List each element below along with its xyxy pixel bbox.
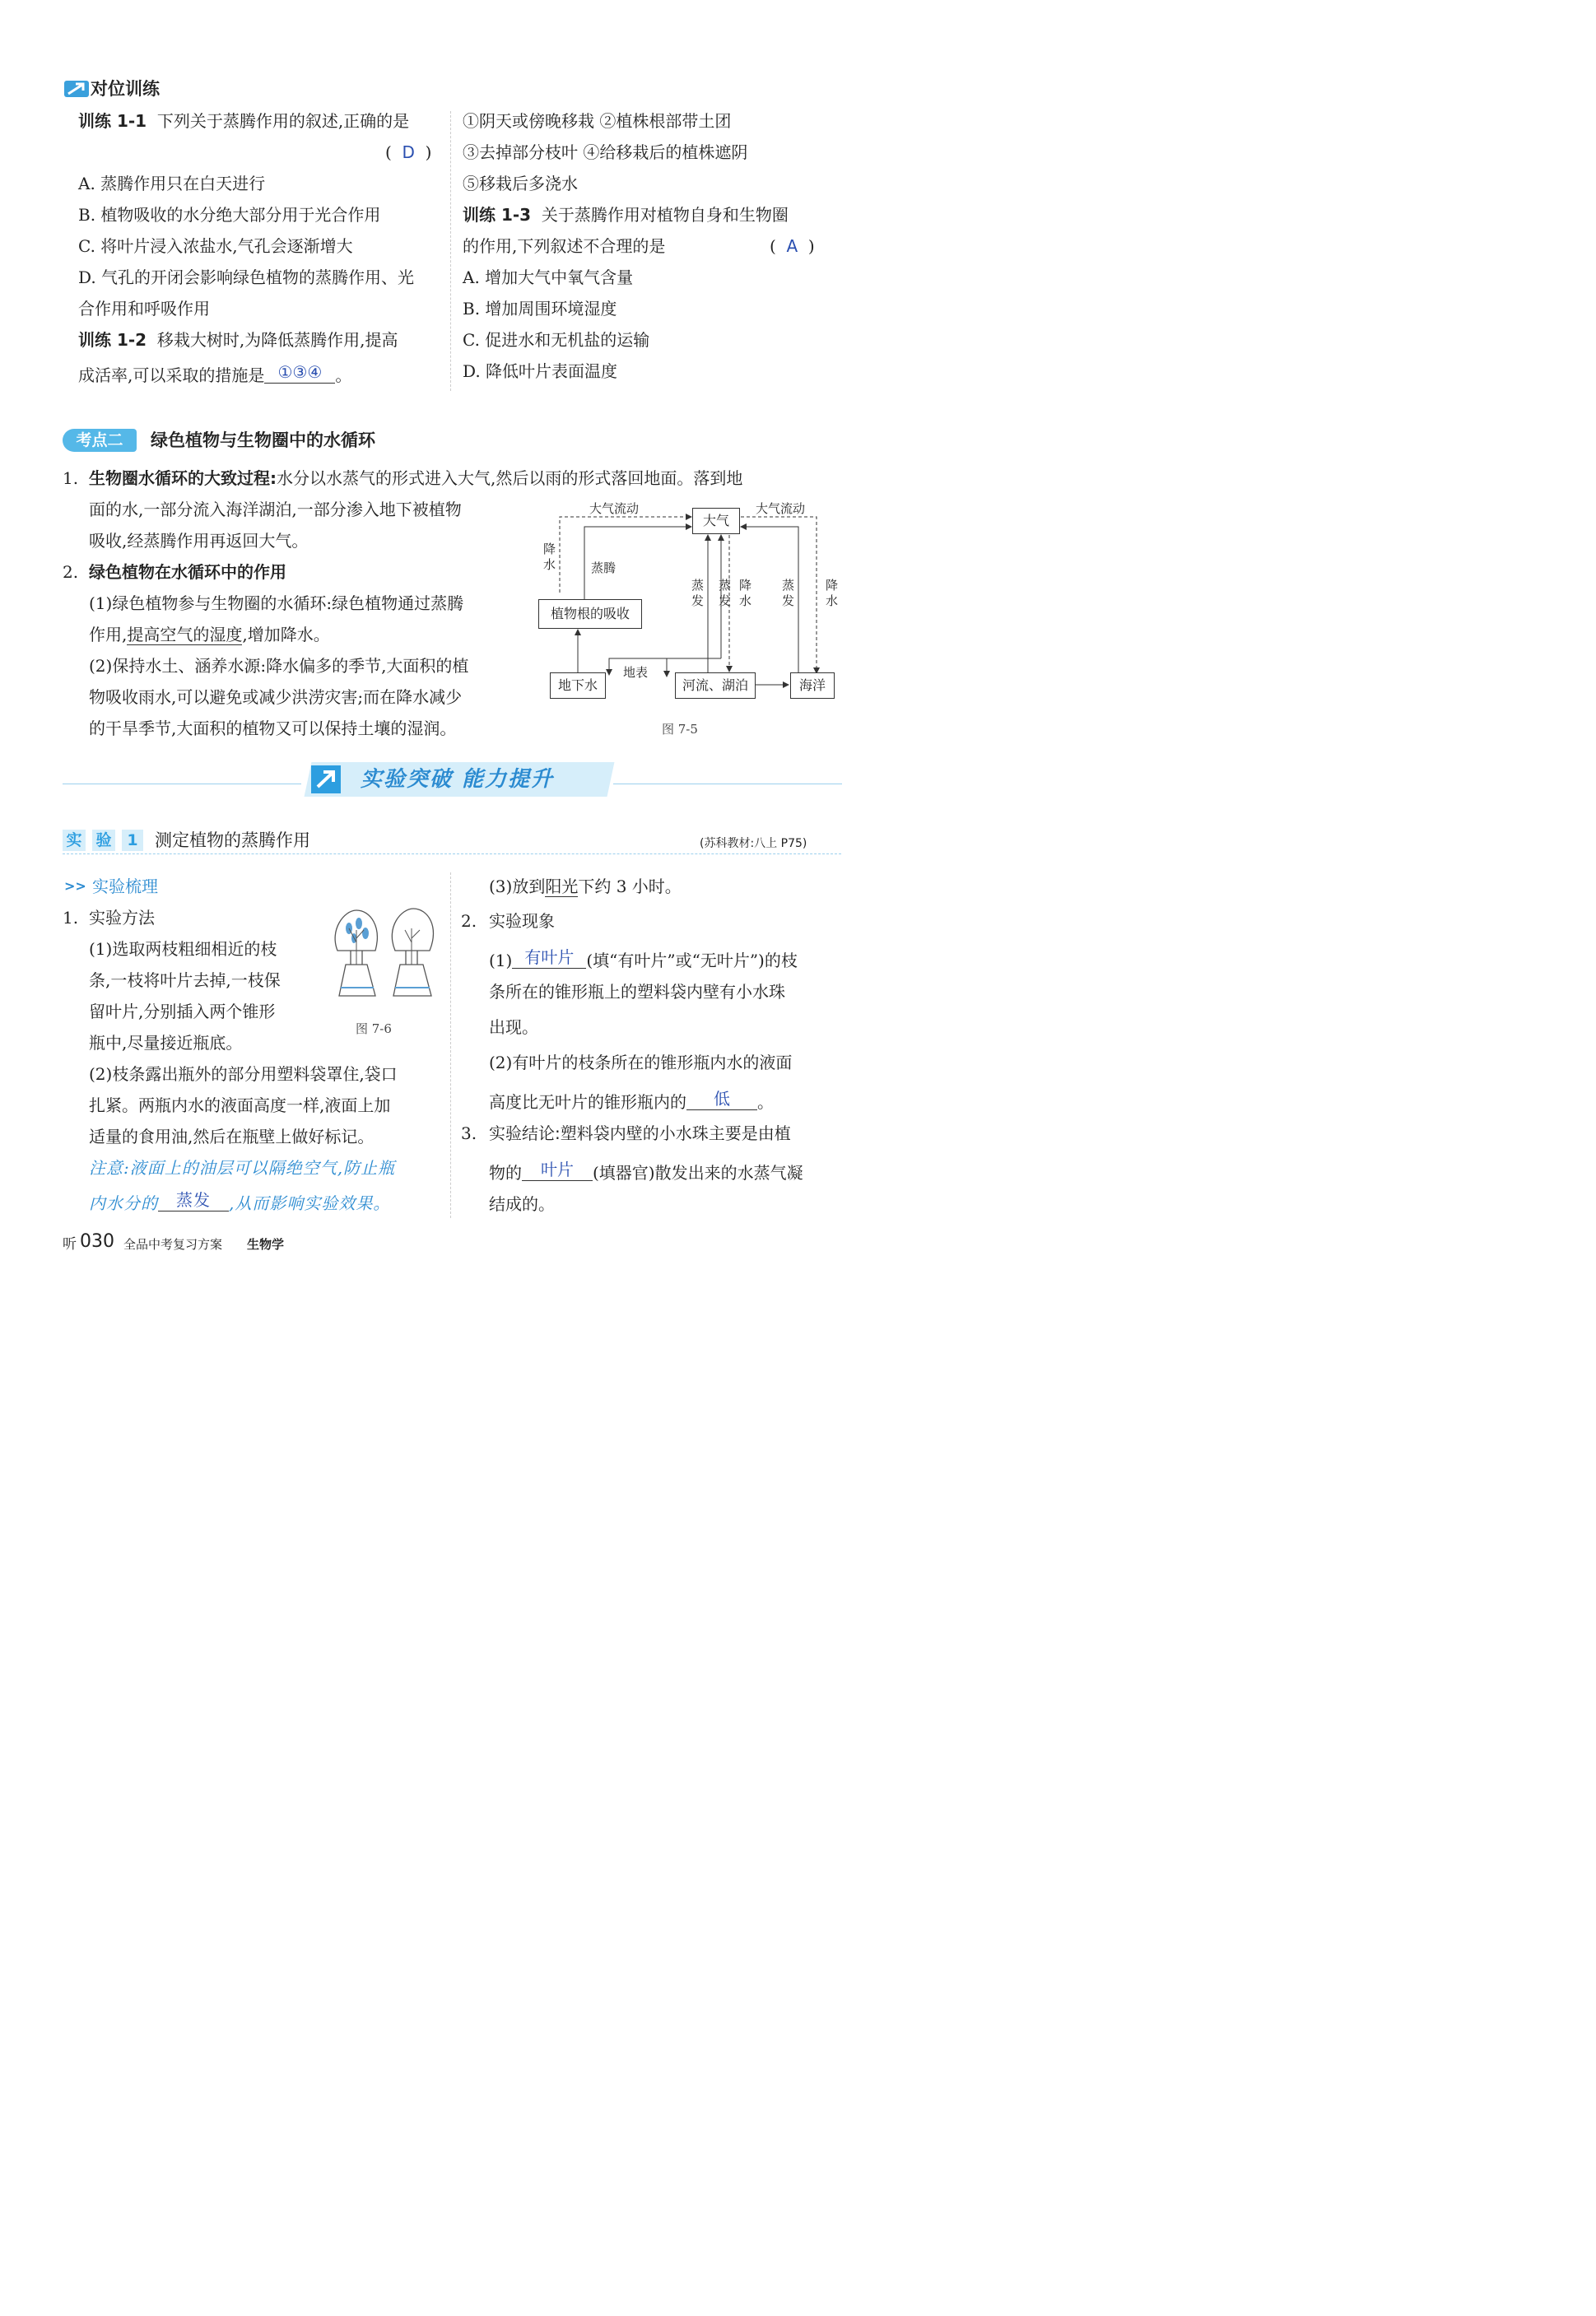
flow-left-label: 大气流动 [589, 501, 640, 516]
note-line1: 注意:液面上的油层可以隔绝空气,防止瓶 [89, 1158, 396, 1178]
answer-blank: 叶片 [522, 1160, 593, 1181]
option-c: C. 促进水和无机盐的运输 [463, 330, 650, 350]
exercise-1-3-stem: 训练 1-3 关于蒸腾作用对植物自身和生物圈 [463, 205, 789, 225]
root-absorption-box: 植物根的吸收 [538, 599, 642, 629]
point-1-line-2: 面的水,一部分流入海洋湖泊,一部分渗入地下被植物 [89, 500, 462, 519]
header-arrow-icon [64, 81, 89, 97]
conclusion-line3: 结成的。 [489, 1194, 555, 1214]
rain-left-label: 降水 [543, 542, 556, 572]
conclusion-number: 3. [461, 1123, 477, 1143]
method-3: (3)放到阳光下约 3 小时。 [489, 877, 682, 896]
rain-mid-label: 降水 [739, 578, 752, 608]
answer-blank: 低 [686, 1090, 757, 1110]
exercise-1-3-line2: 的作用,下列叙述不合理的是 [463, 236, 666, 256]
phenomenon-number: 2. [461, 911, 477, 931]
method-2-line3: 适量的食用油,然后在瓶壁上做好标记。 [89, 1127, 375, 1146]
phenomenon-heading: 实验现象 [489, 911, 555, 931]
point-2-sub2-line3: 的干旱季节,大面积的植物又可以保持土壤的湿润。 [89, 719, 457, 738]
answer-blank: 蒸发 [158, 1191, 229, 1211]
chevron-double-icon: >> [64, 878, 86, 894]
flow-right-label: 大气流动 [756, 501, 806, 516]
transpiration-label: 蒸腾 [591, 560, 617, 575]
point-2-sub2-line1: (2)保持水土、涵养水源:降水偏多的季节,大面积的植 [89, 656, 469, 676]
phenomenon-2-line1: (2)有叶片的枝条所在的锥形瓶内水的液面 [489, 1053, 793, 1072]
book-title: 全品中考复习方案 [123, 1237, 223, 1252]
figure-7-5-caption: 图 7-5 [662, 722, 698, 737]
rivers-lakes-box: 河流、湖泊 [675, 672, 756, 699]
choice-line-3: ⑤移栽后多浇水 [463, 174, 578, 193]
exercise-1-1-answer: ( D ) [385, 142, 432, 162]
subject-name: 生物学 [247, 1237, 285, 1252]
point-2-sub2-line2: 物吸收雨水,可以避免或减少洪涝灾害;而在降水减少 [89, 687, 463, 707]
point-1-number: 1. [63, 468, 79, 488]
choice-line-2: ③去掉部分枝叶 ④给移栽后的植株遮阴 [463, 142, 748, 162]
answer-blank: 有叶片 [512, 948, 586, 969]
option-c: C. 将叶片浸入浓盐水,气孔会逐渐增大 [78, 236, 353, 256]
method-2-line1: (2)枝条露出瓶外的部分用塑料袋罩住,袋口 [89, 1064, 398, 1084]
exercise-1-1-stem: 训练 1-1 下列关于蒸腾作用的叙述,正确的是 [78, 111, 410, 131]
method-1-line3: 留叶片,分别插入两个锥形 [89, 1002, 276, 1021]
topic-badge: 考点二 [63, 429, 137, 452]
point-2-sub1-line2: 作用,提高空气的湿度,增加降水。 [89, 625, 330, 644]
topic-title: 绿色植物与生物圈中的水循环 [151, 430, 375, 450]
phenomenon-1-line2: 条所在的锥形瓶上的塑料袋内壁有小水珠 [489, 982, 785, 1002]
ocean-box: 海洋 [790, 672, 835, 699]
method-1-line4: 瓶中,尽量接近瓶底。 [89, 1033, 243, 1053]
experiment-title: 测定植物的蒸腾作用 [155, 830, 310, 850]
phenomenon-1-line1: (1) 有叶片 (填“有叶片”或“无叶片”)的枝 [489, 947, 798, 970]
method-heading: 实验方法 [89, 908, 155, 928]
option-b: B. 增加周围环境湿度 [463, 299, 617, 319]
option-d-cont: 合作用和呼吸作用 [78, 299, 210, 319]
experiment-tag-1: 实 [63, 830, 86, 851]
method-number: 1. [63, 908, 79, 928]
note-line2: 内水分的 蒸发 ,从而影响实验效果。 [89, 1190, 391, 1213]
answer-blank: ①③④ [264, 363, 335, 384]
banner-arrow-icon [311, 765, 341, 793]
experiment-underline [63, 853, 841, 854]
option-a: A. 增加大气中氧气含量 [463, 267, 634, 287]
method-1-line2: 条,一枝将叶片去掉,一枝保 [89, 970, 281, 990]
exercise-1-3-answer: ( A ) [770, 236, 815, 256]
surface-label: 地表 [623, 665, 649, 680]
exercise-1-2-stem: 训练 1-2 移栽大树时,为降低蒸腾作用,提高 [78, 330, 398, 350]
point-2-heading: 绿色植物在水循环中的作用 [89, 562, 286, 582]
flask-illustration [328, 905, 443, 1002]
flow-left-dashed [560, 517, 691, 593]
experiment-tag-2: 验 [92, 830, 115, 851]
evap-label-2: 蒸发 [719, 578, 732, 608]
column-divider [450, 111, 451, 391]
footer-prefix: 听 [63, 1236, 77, 1253]
option-d: D. 气孔的开闭会影响绿色植物的蒸腾作用、光 [78, 267, 415, 287]
phenomenon-1-line3: 出现。 [489, 1017, 538, 1037]
point-1-line-1: 生物圈水循环的大致过程:水分以水蒸气的形式进入大气,然后以雨的形式落回地面。落到地 [89, 468, 743, 488]
column-divider [450, 872, 451, 1218]
method-1-line1: (1)选取两枝粗细相近的枝 [89, 939, 277, 959]
point-1-line-3: 吸收,经蒸腾作用再返回大气。 [89, 531, 309, 551]
option-d: D. 降低叶片表面温度 [463, 361, 618, 381]
option-b: B. 植物吸收的水分绝大部分用于光合作用 [78, 205, 381, 225]
phenomenon-2-line2: 高度比无叶片的锥形瓶内的 低 。 [489, 1089, 774, 1112]
sub-header: 实验梳理 [92, 877, 158, 896]
conclusion-line2: 物的 叶片 (填器官)散发出来的水蒸气凝 [489, 1160, 803, 1183]
choice-line-1: ①阴天或傍晚移栽 ②植株根部带土团 [463, 111, 732, 131]
evap-label-1: 蒸发 [691, 578, 705, 608]
exercise-1-2-line2: 成活率,可以采取的措施是 ①③④ 。 [78, 362, 352, 385]
conclusion-line1: 实验结论:塑料袋内壁的小水珠主要是由植 [489, 1123, 791, 1143]
banner-title: 实验突破 能力提升 [361, 767, 555, 792]
point-2-number: 2. [63, 562, 79, 582]
figure-7-6-caption: 图 7-6 [356, 1021, 392, 1036]
rain-right-label: 降水 [826, 578, 839, 608]
method-2-line2: 扎紧。两瓶内水的液面高度一样,液面上加 [89, 1095, 391, 1115]
atmosphere-box: 大气 [692, 508, 740, 534]
point-2-sub1-line1: (1)绿色植物参与生物圈的水循环:绿色植物通过蒸腾 [89, 593, 464, 613]
evap-label-3: 蒸发 [782, 578, 795, 608]
groundwater-box: 地下水 [550, 672, 606, 699]
experiment-number: 1 [122, 830, 143, 851]
page-number: 030 [80, 1231, 114, 1252]
option-a: A. 蒸腾作用只在白天进行 [78, 174, 266, 193]
section-header: 对位训练 [91, 79, 160, 99]
textbook-source: (苏科教材:八上 P75) [700, 837, 807, 850]
